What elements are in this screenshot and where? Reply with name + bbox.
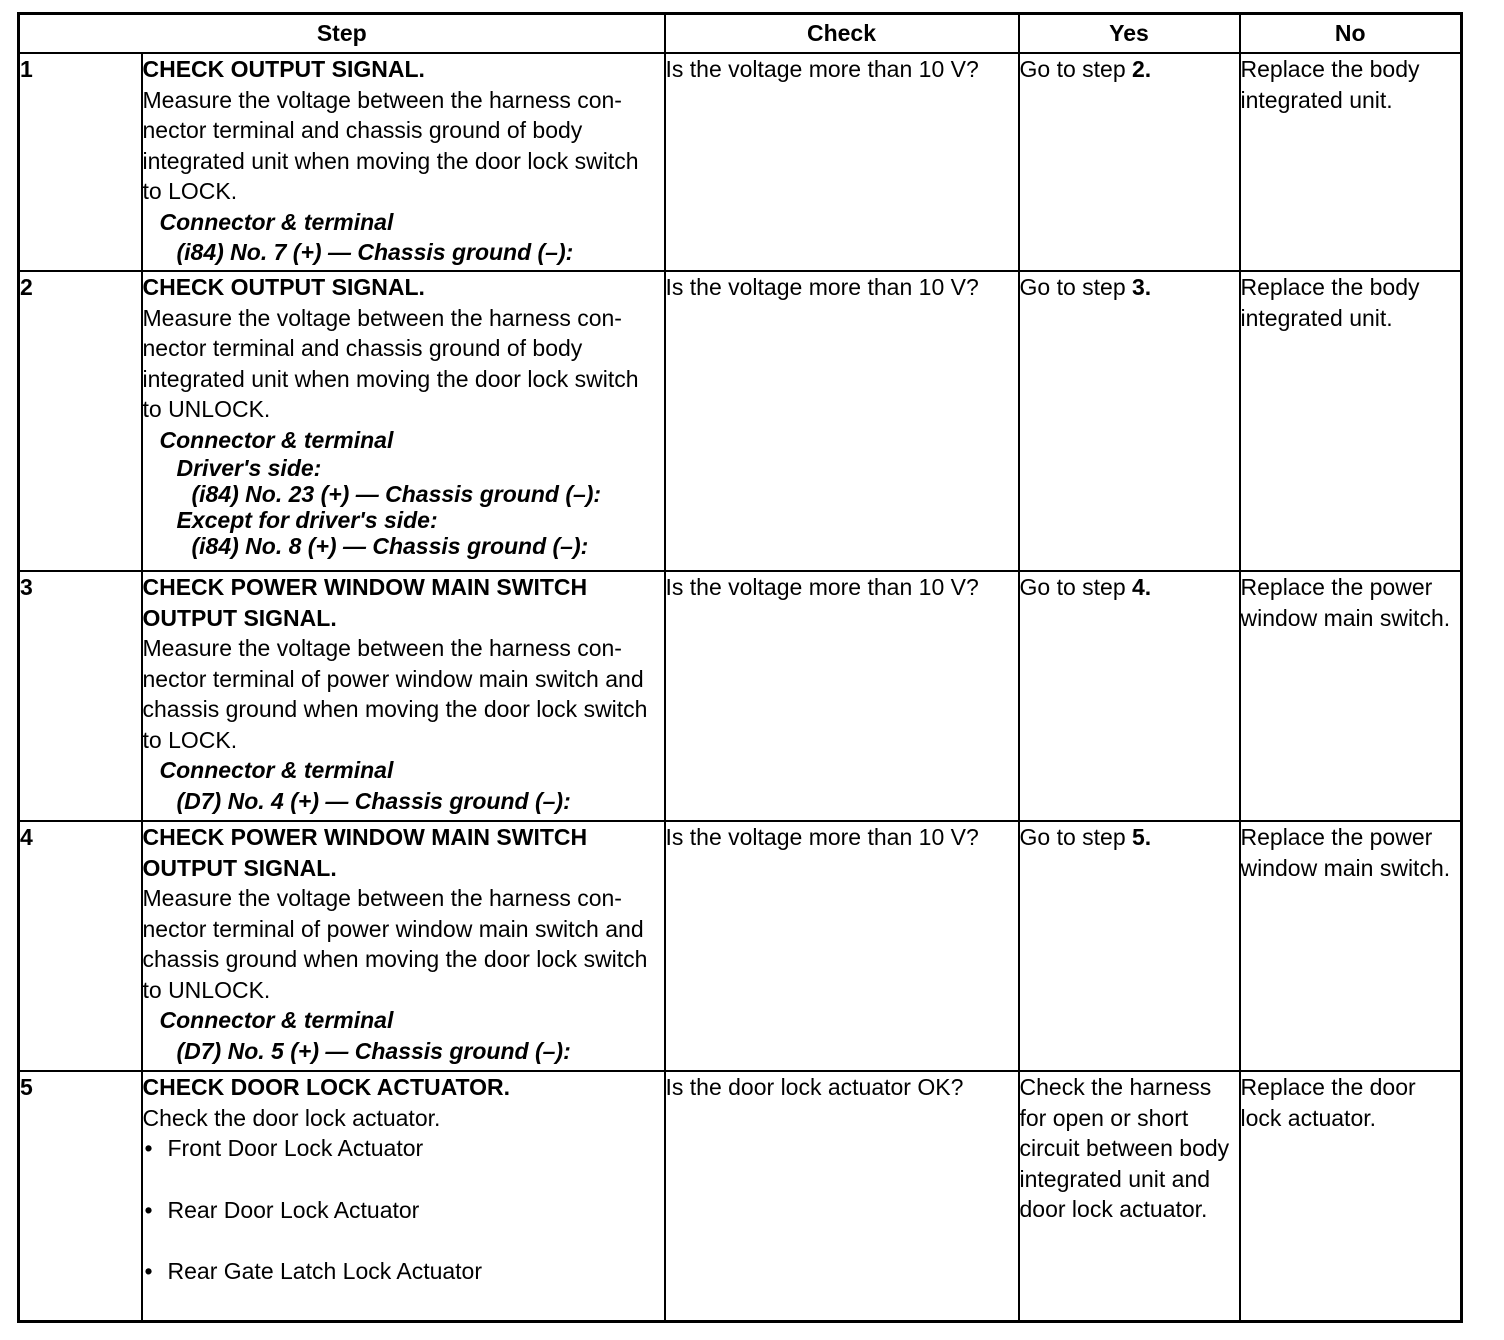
step-description: Measure the voltage between the harness con-nector terminal of power window main switch and chassis ground when moving the door lock switch to LOCK. — [142, 635, 648, 753]
actuator-list — [143, 1133, 664, 1287]
yes-text: Go to step — [1019, 574, 1133, 600]
check-cell: Is the voltage more than 10 V? — [665, 821, 1019, 1071]
no-cell: Replace the door lock actuator. — [1240, 1071, 1462, 1321]
connector-label: Connector & terminal — [159, 757, 394, 783]
terminal-spec: (D7) No. 5 (+) — Chassis ground (–): — [176, 1037, 571, 1064]
table-row — [19, 53, 1462, 271]
step-description: Measure the voltage between the harness con-nector terminal and chassis ground of body integrated unit when moving the door lock switch to LOCK. — [142, 86, 639, 204]
yes-cell — [1019, 821, 1240, 1071]
header-step: Step — [19, 14, 665, 54]
table-row — [19, 271, 1462, 571]
yes-cell: Check the harness for open or short circuit between body integrated unit and door lock actuator. — [1019, 1071, 1240, 1321]
step-description: Measure the voltage between the harness con-nector terminal and chassis ground of body integrated unit when moving the door lock switch to UNLOCK. — [142, 304, 639, 422]
check-cell: Is the voltage more than 10 V? — [665, 271, 1019, 571]
check-cell: Is the voltage more than 10 V? — [665, 53, 1019, 271]
header-no: No — [1240, 14, 1462, 54]
header-row — [19, 14, 1462, 54]
step-title: CHECK DOOR LOCK ACTUATOR. — [142, 1074, 511, 1100]
next-step-ref: 3. — [1132, 274, 1152, 300]
yes-cell — [1019, 271, 1240, 571]
yes-text: Go to step — [1019, 824, 1133, 850]
terminal-spec: (i84) No. 8 (+) — Chassis ground (–): — [191, 533, 589, 559]
step-title: CHECK OUTPUT SIGNAL. — [142, 274, 425, 300]
driver-side-label: Driver's side: — [176, 455, 322, 481]
connector-label: Connector & terminal — [159, 426, 394, 453]
step-title: CHECK POWER WINDOW MAIN SWITCH OUTPUT SIGNAL. — [142, 574, 588, 631]
no-cell: Replace the body integrated unit. — [1240, 53, 1462, 271]
header-check: Check — [665, 14, 1019, 54]
next-step-ref: 5. — [1132, 824, 1152, 850]
yes-cell — [1019, 571, 1240, 821]
step-number: 3 — [19, 571, 142, 821]
list-item: • Rear Door Lock Actuator — [143, 1195, 664, 1226]
step-cell — [142, 821, 665, 1071]
next-step-ref: 2. — [1132, 56, 1152, 82]
step-number: 4 — [19, 821, 142, 1071]
except-driver-side-label: Except for driver's side: — [176, 507, 438, 533]
header-yes: Yes — [1019, 14, 1240, 54]
no-cell: Replace the power window main switch. — [1240, 821, 1462, 1071]
list-item: • Rear Gate Latch Lock Actuator — [143, 1256, 664, 1287]
table-row — [19, 821, 1462, 1071]
diagnostic-steps-table — [17, 12, 1463, 1323]
no-cell: Replace the power window main switch. — [1240, 571, 1462, 821]
step-number: 2 — [19, 271, 142, 571]
check-cell: Is the door lock actuator OK? — [665, 1071, 1019, 1321]
terminal-spec: (D7) No. 4 (+) — Chassis ground (–): — [176, 787, 571, 814]
step-description: Check the door lock actuator. — [142, 1104, 441, 1131]
step-title: CHECK POWER WINDOW MAIN SWITCH OUTPUT SIGNAL. — [142, 824, 588, 881]
step-number: 1 — [19, 53, 142, 271]
table-row — [19, 571, 1462, 821]
terminal-spec: (i84) No. 23 (+) — Chassis ground (–): — [191, 481, 602, 507]
yes-text: Go to step — [1019, 274, 1133, 300]
step-cell — [142, 53, 665, 271]
step-title: CHECK OUTPUT SIGNAL. — [142, 56, 425, 82]
next-step-ref: 4. — [1132, 574, 1152, 600]
terminal-spec: (i84) No. 7 (+) — Chassis ground (–): — [176, 239, 574, 265]
no-cell: Replace the body integrated unit. — [1240, 271, 1462, 571]
connector-label: Connector & terminal — [159, 208, 394, 235]
step-number: 5 — [19, 1071, 142, 1321]
step-cell — [142, 271, 665, 571]
table-row — [19, 1071, 1462, 1321]
step-cell — [142, 1071, 665, 1321]
step-cell — [142, 571, 665, 821]
check-cell: Is the voltage more than 10 V? — [665, 571, 1019, 821]
list-item: • Front Door Lock Actuator — [143, 1133, 664, 1164]
yes-text: Go to step — [1019, 56, 1133, 82]
step-description: Measure the voltage between the harness con-nector terminal of power window main switch and chassis ground when moving the door lock switch to UNLOCK. — [142, 885, 648, 1003]
connector-label: Connector & terminal — [159, 1007, 394, 1033]
yes-cell — [1019, 53, 1240, 271]
